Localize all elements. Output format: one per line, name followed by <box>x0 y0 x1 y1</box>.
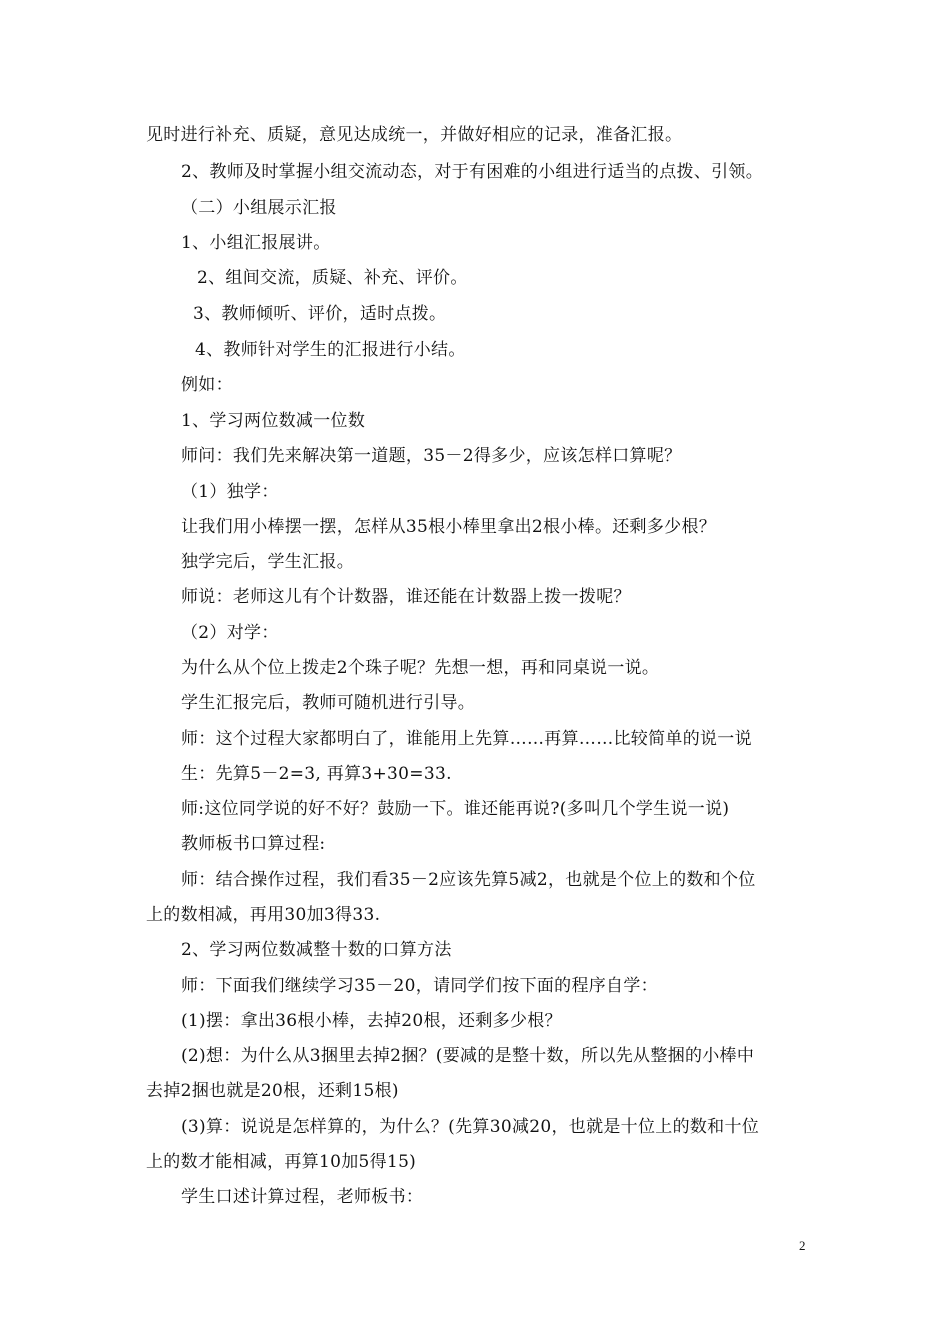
subsection-heading: 2、学习两位数减整十数的口算方法 <box>181 940 452 960</box>
text-line: 独学完后，学生汇报。 <box>181 552 354 572</box>
text-line: 上的数才能相减，再算10加5得15) <box>146 1152 417 1172</box>
text-line: 4、教师针对学生的汇报进行小结。 <box>195 340 466 360</box>
text-line: (2)想：为什么从3捆里去掉2捆？(要减的是整十数，所以先从整捆的小棒中 <box>181 1046 755 1066</box>
subsection-heading: 1、学习两位数减一位数 <box>181 411 366 431</box>
text-line: 3、教师倾听、评价，适时点拨。 <box>193 304 447 324</box>
text-line: 例如： <box>181 375 233 395</box>
text-line: 师:这位同学说的好不好？鼓励一下。谁还能再说?(多叫几个学生说一说) <box>181 799 730 819</box>
text-line: 师问：我们先来解决第一道题，35－2得多少，应该怎样口算呢？ <box>181 446 682 466</box>
text-line: 师说：老师这儿有个计数器，谁还能在计数器上拨一拨呢？ <box>181 587 631 607</box>
text-line: 2、教师及时掌握小组交流动态，对于有困难的小组进行适当的点拨、引领。 <box>181 162 764 182</box>
text-line: 上的数相减，再用30加3得33. <box>146 905 381 925</box>
text-line: 为什么从个位上拨走2个珠子呢？先想一想，再和同桌说一说。 <box>181 658 660 678</box>
page-number: 2 <box>799 1238 806 1253</box>
text-line: 学生汇报完后，教师可随机进行引导。 <box>181 693 476 713</box>
text-line: 师：结合操作过程，我们看35－2应该先算5减2，也就是个位上的数和个位 <box>181 870 756 890</box>
text-line: 1、小组汇报展讲。 <box>181 233 331 253</box>
text-line: 生：先算5－2=3, 再算3+30=33. <box>181 764 452 784</box>
text-line: 教师板书口算过程: <box>181 834 326 854</box>
text-line: （1）独学： <box>181 482 279 502</box>
text-line: 让我们用小棒摆一摆，怎样从35根小棒里拿出2根小棒。还剩多少根？ <box>181 517 717 537</box>
text-line: 2、组间交流，质疑、补充、评价。 <box>197 268 468 288</box>
text-line: (3)算：说说是怎样算的，为什么？(先算30减20，也就是十位上的数和十位 <box>181 1117 760 1137</box>
text-line: 学生口述计算过程，老师板书： <box>181 1187 424 1207</box>
text-line: 见时进行补充、质疑，意见达成统一，并做好相应的记录，准备汇报。 <box>146 125 683 145</box>
text-line: 师：下面我们继续学习35－20，请同学们按下面的程序自学： <box>181 976 658 996</box>
text-line: 师：这个过程大家都明白了，谁能用上先算……再算……比较简单的说一说 <box>181 729 752 749</box>
text-line: 去掉2捆也就是20根，还剩15根) <box>146 1081 399 1101</box>
section-heading: （二）小组展示汇报 <box>181 198 337 218</box>
text-line: (1)摆：拿出36根小棒，去掉20根，还剩多少根？ <box>181 1011 562 1031</box>
text-line: （2）对学： <box>181 623 279 643</box>
